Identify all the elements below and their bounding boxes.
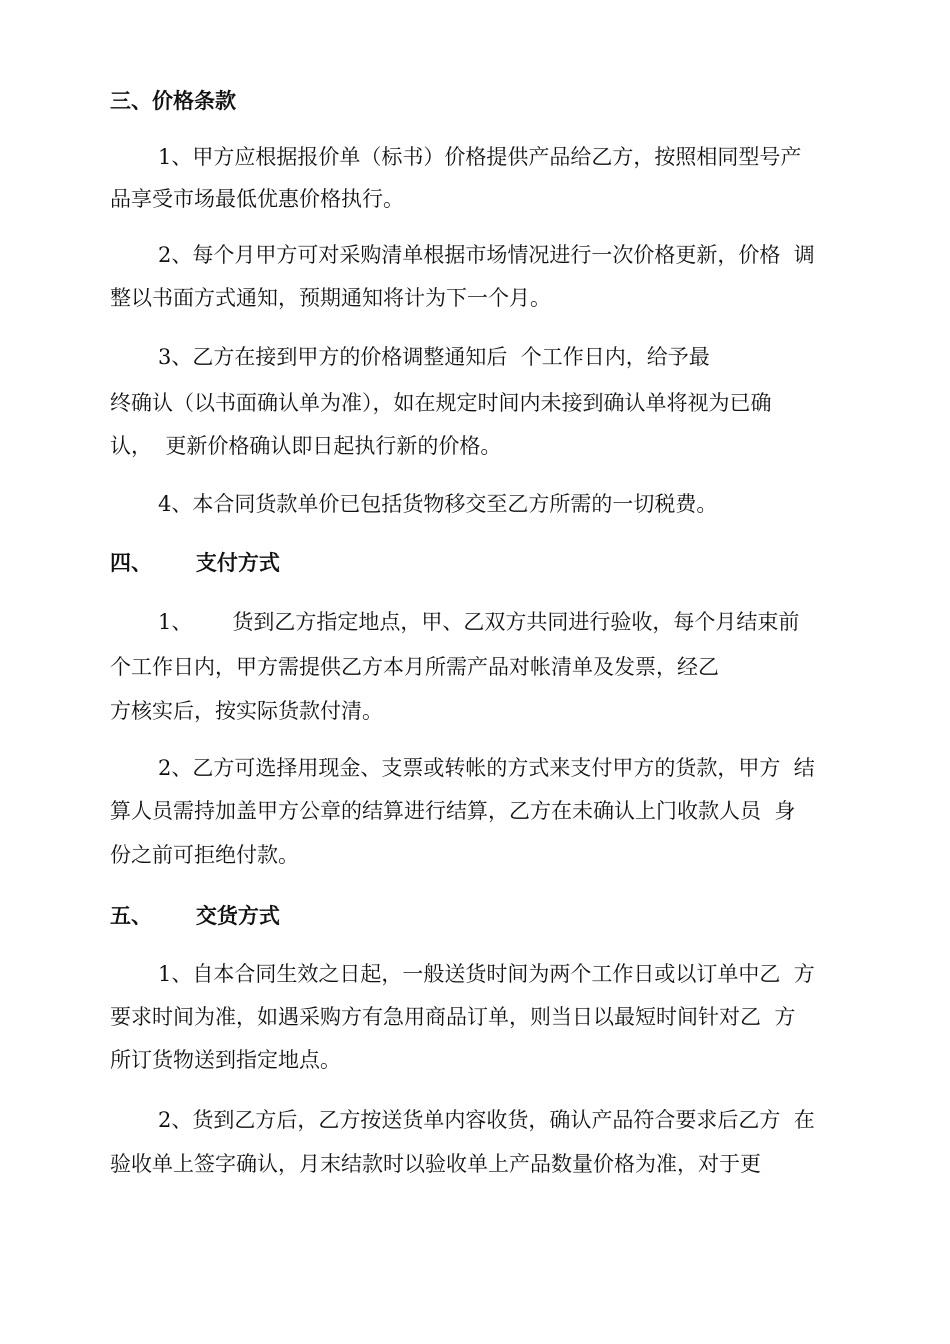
paragraph-line: 方核实后，按实际货款付清。: [110, 699, 383, 723]
paragraph-line: 要求时间为准，如遇采购方有急用商品订单，则当日以最短时间针对乙 方: [110, 1005, 796, 1029]
paragraph-line: 2、乙方可选择用现金、支票或转帐的方式来支付甲方的货款，甲方 结: [158, 756, 815, 780]
section-heading-price-terms: 三、价格条款: [110, 88, 236, 113]
paragraph-line: 4、本合同货款单价已包括货物移交至乙方所需的一切税费。: [158, 492, 718, 516]
paragraph-line: 个工作日内，甲方需提供乙方本月所需产品对帐清单及发票，经乙: [110, 655, 719, 679]
paragraph-line: 所订货物送到指定地点。: [110, 1048, 341, 1072]
paragraph-line: 品享受市场最低优惠价格执行。: [110, 187, 404, 211]
paragraph-line: 3、乙方在接到甲方的价格调整通知后 个工作日内，给予最: [158, 345, 710, 369]
paragraph-line: 1、 货到乙方指定地点，甲、乙双方共同进行验收，每个月结束前: [158, 610, 800, 634]
paragraph-line: 2、每个月甲方可对采购清单根据市场情况进行一次价格更新，价格 调: [158, 243, 815, 267]
paragraph-line: 1、甲方应根据报价单（标书）价格提供产品给乙方，按照相同型号产: [158, 145, 802, 169]
paragraph-line: 1、自本合同生效之日起，一般送货时间为两个工作日或以订单中乙 方: [158, 962, 815, 986]
section-heading-payment-method: 四、 支付方式: [110, 550, 280, 575]
paragraph-line: 整以书面方式通知，预期通知将计为下一个月。: [110, 286, 551, 310]
paragraph-line: 终确认（以书面确认单为准），如在规定时间内未接到确认单将视为已确: [110, 391, 772, 415]
paragraph-line: 验收单上签字确认，月末结款时以验收单上产品数量价格为准，对于更: [110, 1152, 761, 1176]
paragraph-line: 2、货到乙方后，乙方按送货单内容收货，确认产品符合要求后乙方 在: [158, 1108, 815, 1132]
paragraph-line: 算人员需持加盖甲方公章的结算进行结算，乙方在未确认上门收款人员 身: [110, 799, 796, 823]
paragraph-line: 份之前可拒绝付款。: [110, 843, 299, 867]
paragraph-line: 认， 更新价格确认即日起执行新的价格。: [110, 434, 502, 458]
section-heading-delivery-method: 五、 交货方式: [110, 903, 280, 928]
